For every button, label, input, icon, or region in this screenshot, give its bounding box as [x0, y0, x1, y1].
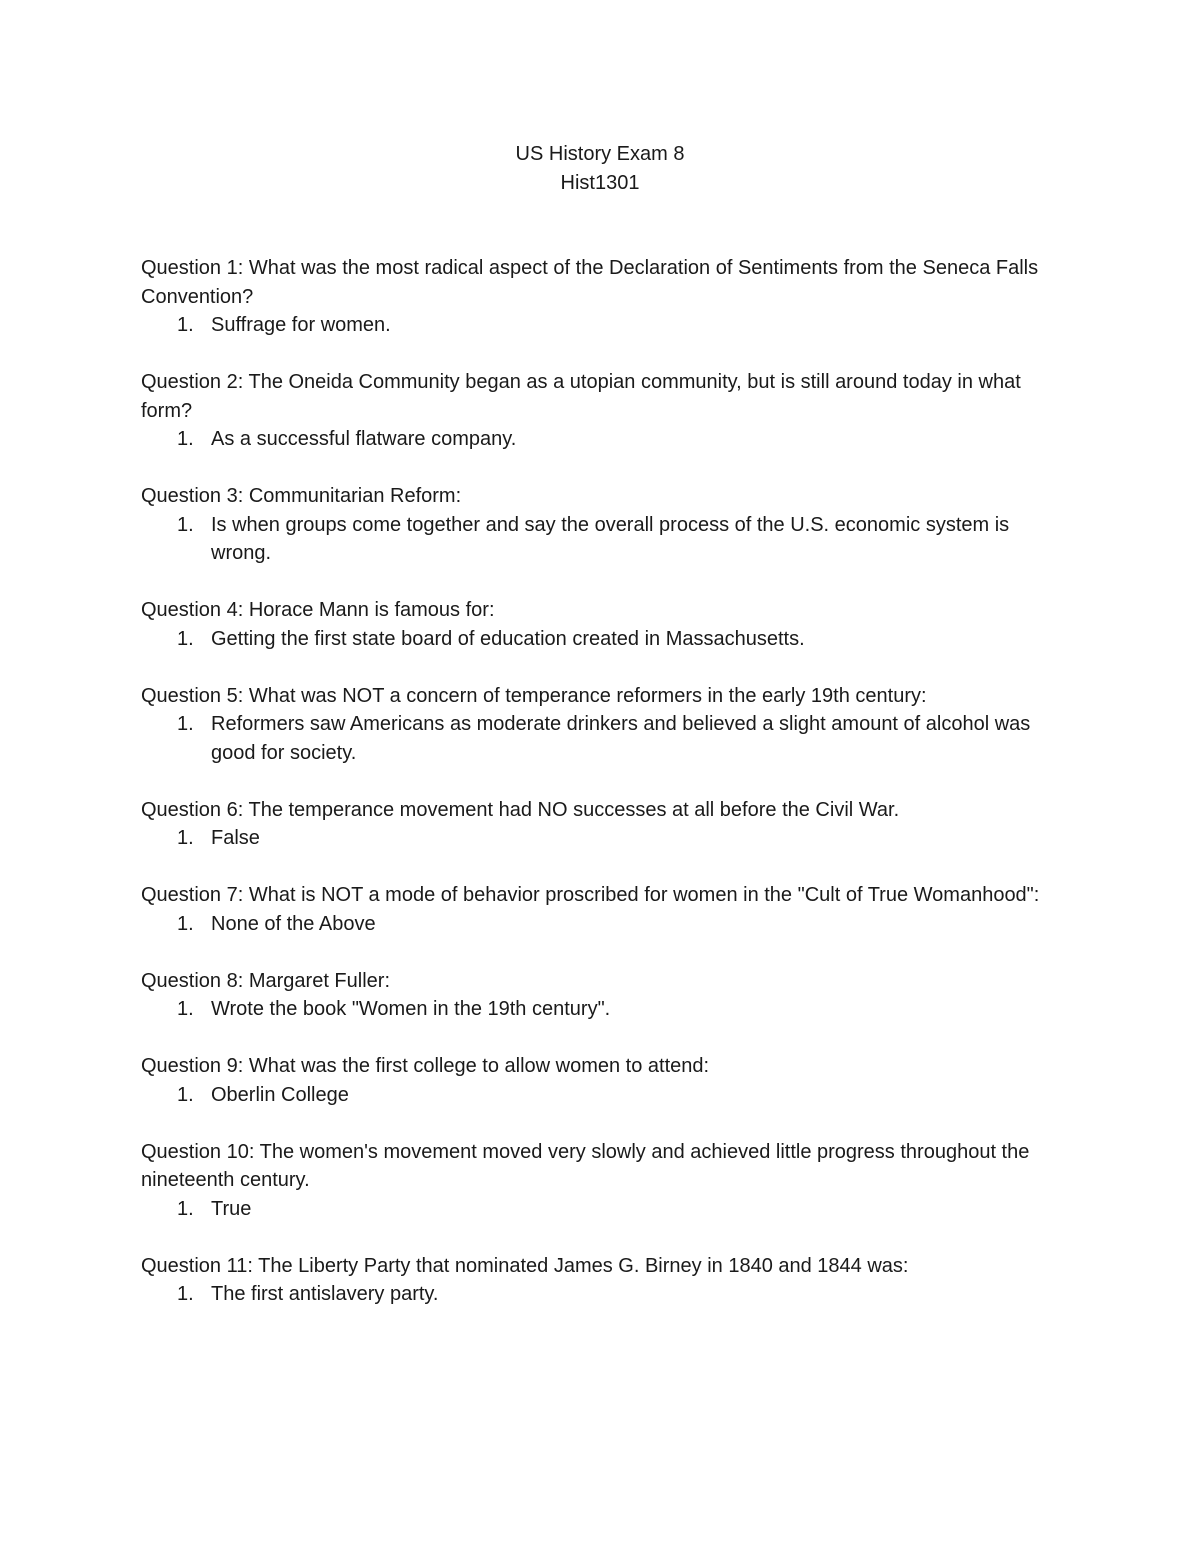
question-item — [141, 1252, 1071, 1309]
answer-text: The first antislavery party. — [211, 1283, 439, 1305]
answer-number: 1. — [177, 1197, 194, 1220]
answer-text: Is when groups come together and say the overall process of the U.S. economic system is wrong. — [211, 513, 1010, 564]
answer-item — [141, 824, 1071, 853]
question-text: Question 4: Horace Mann is famous for: — [141, 599, 495, 621]
answer-number: 1. — [177, 713, 194, 735]
question-item — [141, 796, 1071, 853]
answer-item — [141, 910, 1071, 939]
answer-item — [141, 425, 1071, 454]
answer-text: Reformers saw Americans as moderate drinkers and believed a slight amount of alcohol was good for society. — [211, 713, 1031, 764]
answer-text: True — [211, 1197, 252, 1220]
question-item — [141, 682, 1071, 768]
document-title: US History Exam 8 — [515, 143, 685, 165]
answer-item — [141, 710, 1071, 767]
question-item — [141, 1138, 1071, 1224]
answer-item — [141, 1195, 1071, 1224]
question-list — [141, 254, 1071, 1337]
question-item — [141, 254, 1071, 340]
answer-number: 1. — [177, 1283, 194, 1305]
answer-item — [141, 311, 1071, 340]
question-text: Question 11: The Liberty Party that nominated James G. Birney in 1840 and 1844 was: — [141, 1254, 909, 1277]
question-text: Question 9: What was the first college to allow women to attend: — [141, 1055, 710, 1077]
question-text: Question 5: What was NOT a concern of temperance reformers in the early 19th century: — [141, 684, 927, 707]
question-text: Question 1: What was the most radical aspect of the Declaration of Sentiments from the Seneca Falls Convention? — [141, 257, 1039, 308]
answer-text: Suffrage for women. — [211, 314, 391, 336]
question-text: Question 8: Margaret Fuller: — [141, 969, 390, 992]
answer-number: 1. — [177, 998, 194, 1020]
question-item — [141, 881, 1071, 938]
answer-text: None of the Above — [211, 912, 376, 935]
answer-number: 1. — [177, 627, 194, 650]
answer-number: 1. — [177, 1083, 194, 1106]
question-item — [141, 1052, 1071, 1109]
answer-text: Wrote the book "Women in the 19th century". — [211, 998, 611, 1020]
answer-number: 1. — [177, 827, 194, 849]
question-item — [141, 967, 1071, 1024]
answer-item — [141, 511, 1071, 568]
course-code: Hist1301 — [560, 172, 640, 194]
answer-number: 1. — [177, 314, 194, 336]
answer-text: Oberlin College — [211, 1083, 349, 1106]
document-header — [0, 140, 1200, 198]
answer-number: 1. — [177, 428, 194, 450]
answer-item — [141, 625, 1071, 654]
answer-item — [141, 1081, 1071, 1110]
question-item — [141, 368, 1071, 454]
question-text: Question 10: The women's movement moved very slowly and achieved little progress throughout the nineteenth century. — [141, 1140, 1030, 1191]
answer-number: 1. — [177, 912, 194, 935]
question-text: Question 7: What is NOT a mode of behavior proscribed for women in the "Cult of True Womanhood": — [141, 884, 1040, 906]
question-text: Question 2: The Oneida Community began as a utopian community, but is still around today in what form? — [141, 371, 1021, 422]
answer-text: As a successful flatware company. — [211, 428, 517, 450]
answer-text: False — [211, 827, 260, 849]
answer-number: 1. — [177, 513, 194, 536]
question-item — [141, 596, 1071, 653]
question-text: Question 6: The temperance movement had NO successes at all before the Civil War. — [141, 798, 900, 821]
answer-item — [141, 995, 1071, 1024]
question-text: Question 3: Communitarian Reform: — [141, 485, 462, 507]
question-item — [141, 482, 1071, 568]
answer-item — [141, 1280, 1071, 1309]
answer-text: Getting the first state board of education created in Massachusetts. — [211, 627, 805, 650]
